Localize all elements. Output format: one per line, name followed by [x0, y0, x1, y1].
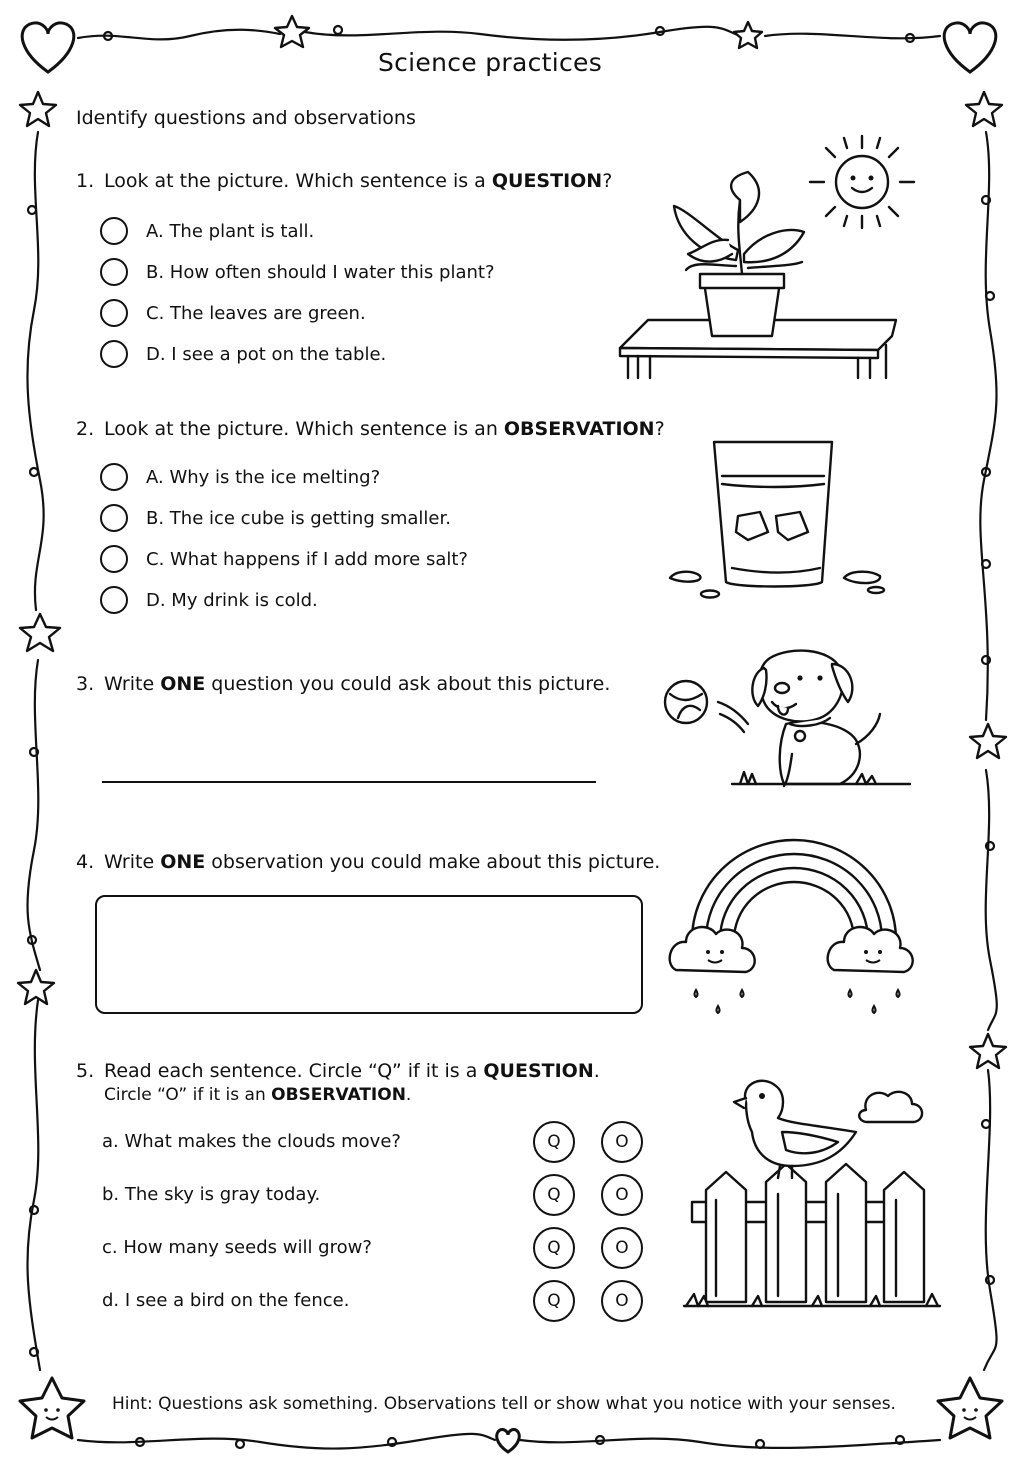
q1-option-d[interactable]: D. I see a pot on the table.: [100, 338, 386, 370]
q5d-o-circle[interactable]: O: [601, 1280, 643, 1322]
plant-icon: [608, 170, 903, 382]
question-number: 5.: [76, 1060, 95, 1082]
q5a-o-circle[interactable]: O: [601, 1121, 643, 1163]
question-3-answer-line[interactable]: [102, 781, 596, 783]
q5c-q-circle[interactable]: Q: [533, 1227, 575, 1269]
question-5-prompt: 5. Read each sentence. Circle “Q” if it is a QUESTION.: [76, 1060, 600, 1082]
star-icon: [966, 92, 1002, 126]
answer-radio[interactable]: [100, 463, 128, 491]
rainbow-icon: [664, 830, 926, 1016]
question-1-prompt: 1. Look at the picture. Which sentence is a QUESTION?: [76, 170, 613, 192]
star-icon: [734, 22, 762, 48]
q1-option-b[interactable]: B. How often should I water this plant?: [100, 256, 495, 288]
question-keyword: OBSERVATION: [271, 1085, 406, 1105]
answer-radio[interactable]: [100, 299, 128, 327]
answer-radio[interactable]: [100, 586, 128, 614]
q2-option-c[interactable]: C. What happens if I add more salt?: [100, 543, 468, 575]
star-icon: [20, 92, 56, 126]
bird-fence-icon: [682, 1070, 944, 1314]
star-icon: [970, 1034, 1006, 1068]
question-3-prompt: 3. Write ONE question you could ask about this picture.: [76, 673, 611, 695]
q1-option-a[interactable]: A. The plant is tall.: [100, 215, 314, 247]
q5a-q-circle[interactable]: Q: [533, 1121, 575, 1163]
question-4-prompt: 4. Write ONE observation you could make about this picture.: [76, 851, 661, 873]
question-number: 2.: [76, 418, 95, 440]
q2-option-b[interactable]: B. The ice cube is getting smaller.: [100, 502, 451, 534]
question-keyword: QUESTION: [491, 170, 603, 192]
question-number: 4.: [76, 851, 95, 873]
page-subtitle: Identify questions and observations: [76, 107, 416, 129]
q5-sentence-c: c. How many seeds will grow?: [102, 1237, 372, 1258]
q2-option-a[interactable]: A. Why is the ice melting?: [100, 461, 380, 493]
page-title: Science practices: [377, 48, 603, 77]
q5-sentence-a: a. What makes the clouds move?: [102, 1131, 401, 1152]
star-icon: [970, 724, 1006, 758]
question-keyword: ONE: [160, 851, 206, 873]
question-number: 3.: [76, 673, 95, 695]
answer-radio[interactable]: [100, 504, 128, 532]
star-icon: [275, 16, 309, 47]
q1-option-c[interactable]: C. The leaves are green.: [100, 297, 366, 329]
hint-text: Hint: Questions ask something. Observations tell or show what you notice with your senses.: [112, 1394, 896, 1414]
q5d-q-circle[interactable]: Q: [533, 1280, 575, 1322]
question-4-answer-box[interactable]: [95, 895, 643, 1014]
q5-sentence-d: d. I see a bird on the fence.: [102, 1290, 350, 1311]
question-5-prompt-line2: Circle “O” if it is an OBSERVATION.: [104, 1085, 412, 1105]
question-keyword: OBSERVATION: [503, 418, 655, 440]
question-keyword: ONE: [160, 673, 206, 695]
question-2-prompt: 2. Look at the picture. Which sentence is an OBSERVATION?: [76, 418, 665, 440]
answer-radio[interactable]: [100, 545, 128, 573]
answer-radio[interactable]: [100, 217, 128, 245]
q5-sentence-b: b. The sky is gray today.: [102, 1184, 321, 1205]
answer-radio[interactable]: [100, 340, 128, 368]
star-icon: [20, 614, 60, 651]
q5b-o-circle[interactable]: O: [601, 1174, 643, 1216]
question-number: 1.: [76, 170, 95, 192]
star-icon: [18, 970, 54, 1004]
question-keyword: QUESTION: [483, 1060, 594, 1082]
ice-glass-icon: [664, 436, 894, 604]
q2-option-d[interactable]: D. My drink is cold.: [100, 584, 318, 616]
answer-radio[interactable]: [100, 258, 128, 286]
puppy-icon: [660, 644, 920, 794]
q5c-o-circle[interactable]: O: [601, 1227, 643, 1269]
q5b-q-circle[interactable]: Q: [533, 1174, 575, 1216]
